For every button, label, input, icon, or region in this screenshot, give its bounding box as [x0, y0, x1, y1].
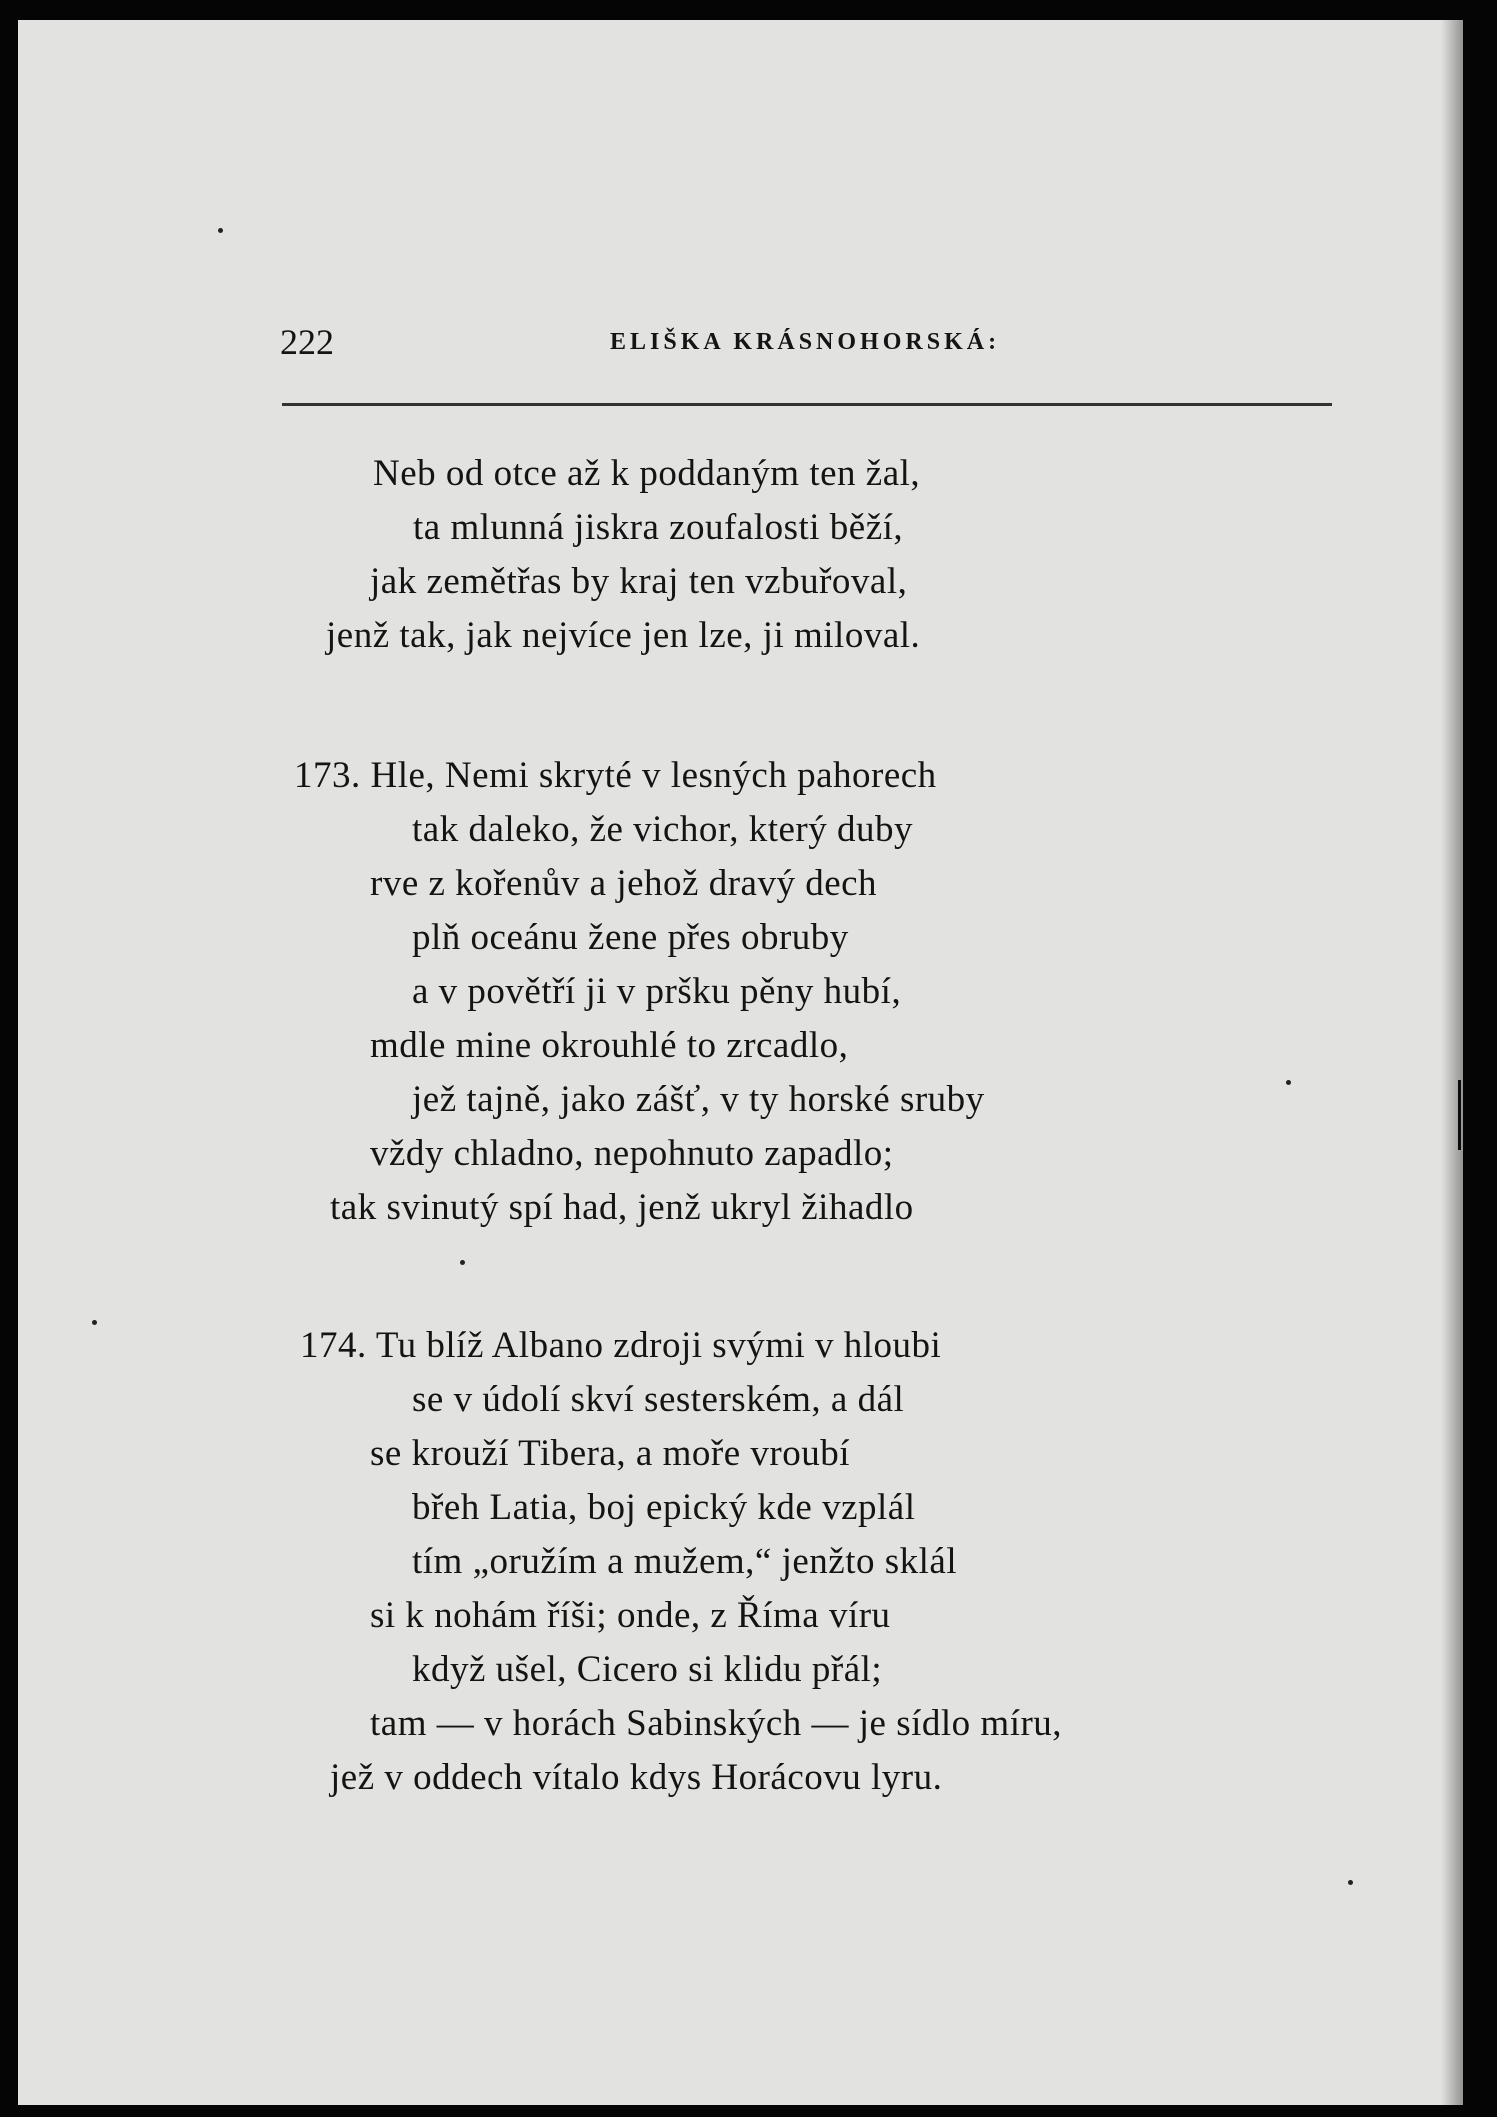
verse-line: rve z kořenův a jehož dravý dech: [370, 863, 878, 904]
verse-line: mdle mine okrouhlé to zrcadlo,: [370, 1025, 849, 1066]
verse-line: jež tajně, jako zášť, v ty horské sruby: [412, 1079, 985, 1120]
verse-line: jak zemětřas by kraj ten vzbuřoval,: [370, 561, 908, 602]
page-header: [280, 320, 1330, 380]
verse-line-text: Tu blíž Albano zdroji svými v hloubi: [375, 1325, 942, 1366]
verse-line: se v údolí skví sesterském, a dál: [412, 1379, 905, 1420]
verse-line: vždy chladno, nepohnuto zapadlo;: [370, 1133, 894, 1174]
verse-line: jenž tak, jak nejvíce jen lze, ji miloval.: [326, 615, 921, 656]
verse-line: se krouží Tibera, a moře vroubí: [370, 1433, 850, 1474]
stanza-number: 173.: [294, 755, 361, 796]
verse-line: břeh Latia, boj epický kde vzplál: [412, 1487, 916, 1528]
stanza-number: 174.: [300, 1325, 367, 1366]
header-rule: [282, 403, 1332, 406]
scan-speck: [1348, 1880, 1353, 1885]
verse-line: Neb od otce až k poddaným ten žal,: [373, 453, 921, 494]
scan-speck: [218, 228, 223, 233]
verse-line: tak daleko, že vichor, který duby: [412, 809, 913, 850]
book-page: [18, 20, 1463, 2105]
scan-speck: [460, 1260, 465, 1265]
verse-line: tam — v horách Sabinských — je sídlo míru,: [370, 1703, 1063, 1744]
running-title: ELIŠKA KRÁSNOHORSKÁ:: [610, 329, 1001, 355]
verse-line: tak svinutý spí had, jenž ukryl žihadlo: [330, 1187, 914, 1228]
verse-line-text: Hle, Nemi skryté v lesných pahorech: [370, 755, 937, 796]
verse-line: a v povětří ji v pršku pěny hubí,: [412, 971, 902, 1012]
verse-line: si k nohám říši; onde, z Říma víru: [370, 1595, 891, 1636]
verse-line: plň oceánu žene přes obruby: [412, 917, 849, 958]
scan-speck: [92, 1320, 97, 1325]
scan-mark: [1458, 1080, 1461, 1150]
page-number: 222: [280, 322, 334, 362]
verse-line: když ušel, Cicero si klidu přál;: [412, 1649, 883, 1690]
verse-line-first: [294, 754, 937, 798]
scan-speck: [1286, 1080, 1291, 1085]
verse-line: tím „oružím a mužem,“ jenžto sklál: [412, 1541, 958, 1582]
verse-line-first: [300, 1324, 941, 1368]
verse-line: jež v oddech vítalo kdys Horácovu lyru.: [330, 1757, 943, 1798]
verse-line: ta mlunná jiskra zoufalosti běží,: [413, 507, 904, 548]
